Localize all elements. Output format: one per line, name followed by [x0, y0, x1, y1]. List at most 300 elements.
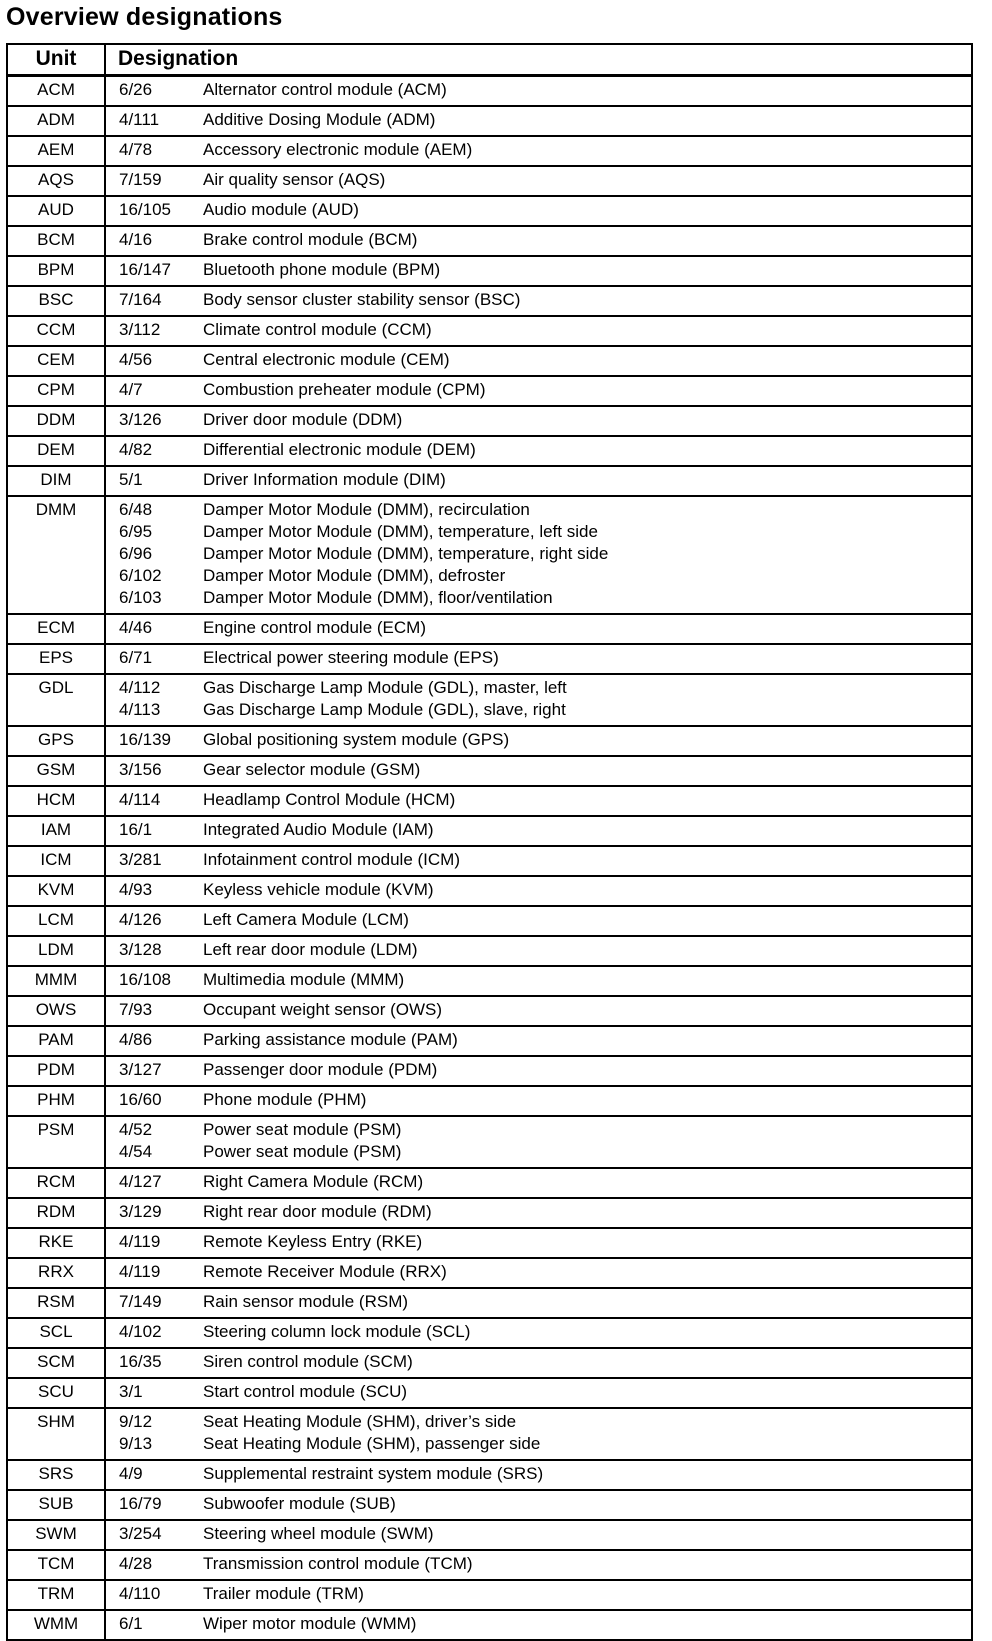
- module-description: Steering column lock module (SCL): [203, 1322, 471, 1341]
- designation-cell: [106, 789, 971, 811]
- designation-cell: [106, 1613, 971, 1635]
- designation-line: [106, 677, 971, 699]
- unit-cell: AUD: [8, 197, 106, 225]
- unit-cell: CEM: [8, 347, 106, 375]
- unit-cell: ACM: [8, 77, 106, 105]
- designation-line: [106, 1089, 971, 1111]
- location-code: 4/126: [119, 910, 162, 929]
- unit-cell: RCM: [8, 1169, 106, 1197]
- designation-line: [106, 1613, 971, 1635]
- module-description: Seat Heating Module (SHM), driver’s side: [203, 1412, 517, 1431]
- designation-cell: [106, 229, 971, 251]
- unit-cell: GPS: [8, 727, 106, 755]
- module-description: Left Camera Module (LCM): [203, 910, 409, 929]
- unit-cell: SCU: [8, 1379, 106, 1407]
- location-code: 4/110: [119, 1584, 161, 1603]
- designation-cell: [106, 879, 971, 901]
- module-description: Remote Receiver Module (RRX): [203, 1262, 447, 1281]
- designation-line: [106, 1119, 971, 1141]
- table-row: [8, 1461, 971, 1491]
- module-description: Subwoofer module (SUB): [203, 1494, 396, 1513]
- unit-cell: CCM: [8, 317, 106, 345]
- location-code: 7/149: [119, 1292, 162, 1311]
- designation-line: [106, 969, 971, 991]
- module-description: Differential electronic module (DEM): [203, 440, 476, 459]
- column-header-designation: Designation: [118, 47, 239, 70]
- table-row: [8, 1259, 971, 1289]
- location-code: 4/7: [119, 380, 143, 399]
- designation-line: [106, 439, 971, 461]
- designation-line: [106, 469, 971, 491]
- module-description: Gas Discharge Lamp Module (GDL), master, left: [203, 678, 567, 697]
- designation-cell: [106, 349, 971, 371]
- table-row: [8, 645, 971, 675]
- designation-cell: [106, 1029, 971, 1051]
- location-code: 4/127: [119, 1172, 162, 1191]
- module-description: Bluetooth phone module (BPM): [203, 260, 441, 279]
- designation-cell: [106, 729, 971, 751]
- location-code: 4/56: [119, 350, 153, 369]
- designation-line: [106, 1291, 971, 1313]
- designation-cell: [106, 759, 971, 781]
- designation-line: [106, 699, 971, 721]
- unit-cell: RSM: [8, 1289, 106, 1317]
- designation-line: [106, 1351, 971, 1373]
- location-code: 3/112: [119, 320, 161, 339]
- module-description: Engine control module (ECM): [203, 618, 426, 637]
- table-row: [8, 197, 971, 227]
- designation-line: [106, 909, 971, 931]
- module-description: Power seat module (PSM): [203, 1120, 402, 1139]
- module-description: Climate control module (CCM): [203, 320, 432, 339]
- location-code: 3/1: [119, 1382, 143, 1401]
- module-description: Damper Motor Module (DMM), defroster: [203, 566, 506, 585]
- table-row: [8, 1229, 971, 1259]
- designation-line: [106, 229, 971, 251]
- location-code: 7/159: [119, 170, 162, 189]
- module-description: Multimedia module (MMM): [203, 970, 405, 989]
- table-row: [8, 1199, 971, 1229]
- unit-cell: DIM: [8, 467, 106, 495]
- table-row: [8, 1027, 971, 1057]
- module-description: Brake control module (BCM): [203, 230, 418, 249]
- location-code: 3/281: [119, 850, 162, 869]
- unit-cell: GSM: [8, 757, 106, 785]
- designation-line: [106, 319, 971, 341]
- designation-line: [106, 1171, 971, 1193]
- table-row: [8, 257, 971, 287]
- unit-cell: SRS: [8, 1461, 106, 1489]
- designation-cell: [106, 999, 971, 1021]
- table-row: [8, 615, 971, 645]
- table-row: [8, 137, 971, 167]
- designation-cell: [106, 1291, 971, 1313]
- location-code: 16/60: [119, 1090, 162, 1109]
- location-code: 3/156: [119, 760, 162, 779]
- location-code: 9/12: [119, 1412, 153, 1431]
- designation-cell: [106, 647, 971, 669]
- location-code: 4/28: [119, 1554, 153, 1573]
- location-code: 16/79: [119, 1494, 162, 1513]
- module-description: Siren control module (SCM): [203, 1352, 413, 1371]
- designation-cell: [106, 169, 971, 191]
- designation-line: [106, 199, 971, 221]
- location-code: 4/111: [119, 110, 160, 129]
- module-description: Passenger door module (PDM): [203, 1060, 438, 1079]
- table-body: [8, 77, 971, 1639]
- module-description: Integrated Audio Module (IAM): [203, 820, 434, 839]
- location-code: 16/35: [119, 1352, 162, 1371]
- unit-cell: SWM: [8, 1521, 106, 1549]
- module-description: Damper Motor Module (DMM), floor/ventilation: [203, 588, 553, 607]
- designation-line: [106, 759, 971, 781]
- designation-line: [106, 1463, 971, 1485]
- designation-cell: [106, 1411, 971, 1455]
- location-code: 6/96: [119, 544, 153, 563]
- table-row: [8, 937, 971, 967]
- designation-line: [106, 647, 971, 669]
- unit-cell: BSC: [8, 287, 106, 315]
- designation-cell: [106, 617, 971, 639]
- location-code: 4/82: [119, 440, 153, 459]
- module-description: Air quality sensor (AQS): [203, 170, 386, 189]
- location-code: 3/254: [119, 1524, 162, 1543]
- designation-line: [106, 999, 971, 1021]
- location-code: 6/26: [119, 80, 153, 99]
- location-code: 4/9: [119, 1464, 143, 1483]
- module-description: Body sensor cluster stability sensor (BSC): [203, 290, 521, 309]
- unit-cell: PHM: [8, 1087, 106, 1115]
- module-description: Driver door module (DDM): [203, 410, 403, 429]
- table-row: [8, 877, 971, 907]
- location-code: 16/108: [119, 970, 171, 989]
- module-description: Combustion preheater module (CPM): [203, 380, 486, 399]
- designation-line: [106, 1261, 971, 1283]
- location-code: 4/113: [119, 700, 161, 719]
- module-description: Trailer module (TRM): [203, 1584, 364, 1603]
- module-description: Additive Dosing Module (ADM): [203, 110, 436, 129]
- table-row: [8, 407, 971, 437]
- designation-line: [106, 819, 971, 841]
- location-code: 4/119: [119, 1262, 161, 1281]
- unit-cell: TRM: [8, 1581, 106, 1609]
- module-description: Phone module (PHM): [203, 1090, 367, 1109]
- designation-cell: [106, 849, 971, 871]
- designation-line: [106, 879, 971, 901]
- location-code: 3/129: [119, 1202, 162, 1221]
- unit-cell: GDL: [8, 675, 106, 725]
- module-description: Alternator control module (ACM): [203, 80, 447, 99]
- designation-cell: [106, 259, 971, 281]
- location-code: 3/127: [119, 1060, 162, 1079]
- unit-cell: LDM: [8, 937, 106, 965]
- location-code: 16/105: [119, 200, 171, 219]
- designation-line: [106, 1553, 971, 1575]
- designation-line: [106, 1059, 971, 1081]
- location-code: 7/164: [119, 290, 162, 309]
- table-row: [8, 167, 971, 197]
- designation-line: [106, 1029, 971, 1051]
- unit-cell: SHM: [8, 1409, 106, 1459]
- location-code: 4/102: [119, 1322, 162, 1341]
- table-row: [8, 377, 971, 407]
- designations-table: [6, 43, 973, 1641]
- table-row: [8, 1491, 971, 1521]
- table-row: [8, 287, 971, 317]
- designation-line: [106, 379, 971, 401]
- module-description: Rain sensor module (RSM): [203, 1292, 409, 1311]
- designation-cell: [106, 939, 971, 961]
- unit-cell: ICM: [8, 847, 106, 875]
- location-code: 4/46: [119, 618, 153, 637]
- module-description: Damper Motor Module (DMM), recirculation: [203, 500, 530, 519]
- module-description: Occupant weight sensor (OWS): [203, 1000, 443, 1019]
- location-code: 6/102: [119, 566, 162, 585]
- designation-line: [106, 521, 971, 543]
- designation-line: [106, 849, 971, 871]
- unit-cell: BCM: [8, 227, 106, 255]
- module-description: Transmission control module (TCM): [203, 1554, 473, 1573]
- table-row: [8, 1521, 971, 1551]
- location-code: 4/93: [119, 880, 153, 899]
- module-description: Start control module (SCU): [203, 1382, 408, 1401]
- designation-line: [106, 729, 971, 751]
- designation-cell: [106, 499, 971, 609]
- designation-cell: [106, 379, 971, 401]
- location-code: 6/103: [119, 588, 162, 607]
- designation-line: [106, 565, 971, 587]
- module-description: Accessory electronic module (AEM): [203, 140, 473, 159]
- unit-cell: PAM: [8, 1027, 106, 1055]
- designation-cell: [106, 677, 971, 721]
- table-row: [8, 77, 971, 107]
- table-row: [8, 497, 971, 615]
- location-code: 3/126: [119, 410, 162, 429]
- unit-cell: MMM: [8, 967, 106, 995]
- designation-line: [106, 349, 971, 371]
- module-description: Remote Keyless Entry (RKE): [203, 1232, 423, 1251]
- table-row: [8, 817, 971, 847]
- module-description: Steering wheel module (SWM): [203, 1524, 434, 1543]
- location-code: 4/114: [119, 790, 161, 809]
- designation-cell: [106, 289, 971, 311]
- designation-line: [106, 499, 971, 521]
- designation-line: [106, 79, 971, 101]
- designation-line: [106, 939, 971, 961]
- unit-cell: BPM: [8, 257, 106, 285]
- table-row: [8, 1087, 971, 1117]
- unit-cell: ECM: [8, 615, 106, 643]
- location-code: 4/52: [119, 1120, 153, 1139]
- designation-line: [106, 789, 971, 811]
- unit-cell: ADM: [8, 107, 106, 135]
- module-description: Seat Heating Module (SHM), passenger side: [203, 1434, 541, 1453]
- unit-cell: RKE: [8, 1229, 106, 1257]
- table-row: [8, 1379, 971, 1409]
- unit-cell: RRX: [8, 1259, 106, 1287]
- location-code: 4/112: [119, 678, 161, 697]
- location-code: 6/48: [119, 500, 153, 519]
- page-title: Overview designations: [6, 3, 283, 31]
- designation-line: [106, 1381, 971, 1403]
- designation-line: [106, 289, 971, 311]
- designation-line: [106, 617, 971, 639]
- unit-cell: WMM: [8, 1611, 106, 1639]
- designation-cell: [106, 969, 971, 991]
- table-row: [8, 1611, 971, 1639]
- designation-cell: [106, 439, 971, 461]
- table-row: [8, 437, 971, 467]
- module-description: Driver Information module (DIM): [203, 470, 446, 489]
- module-description: Gear selector module (GSM): [203, 760, 421, 779]
- table-row: [8, 907, 971, 937]
- table-row: [8, 997, 971, 1027]
- module-description: Headlamp Control Module (HCM): [203, 790, 456, 809]
- table-row: [8, 1169, 971, 1199]
- table-row: [8, 1581, 971, 1611]
- designation-line: [106, 169, 971, 191]
- unit-cell: OWS: [8, 997, 106, 1025]
- unit-cell: TCM: [8, 1551, 106, 1579]
- table-row: [8, 227, 971, 257]
- table-row: [8, 847, 971, 877]
- table-row: [8, 347, 971, 377]
- location-code: 6/95: [119, 522, 153, 541]
- designation-cell: [106, 1119, 971, 1163]
- designation-cell: [106, 819, 971, 841]
- table-row: [8, 787, 971, 817]
- designation-cell: [106, 1553, 971, 1575]
- module-description: Electrical power steering module (EPS): [203, 648, 499, 667]
- designation-line: [106, 409, 971, 431]
- unit-cell: PSM: [8, 1117, 106, 1167]
- designation-line: [106, 1523, 971, 1545]
- module-description: Parking assistance module (PAM): [203, 1030, 458, 1049]
- location-code: 16/1: [119, 820, 153, 839]
- designation-cell: [106, 1059, 971, 1081]
- designation-line: [106, 1141, 971, 1163]
- unit-cell: DEM: [8, 437, 106, 465]
- module-description: Keyless vehicle module (KVM): [203, 880, 434, 899]
- module-description: Left rear door module (LDM): [203, 940, 418, 959]
- designation-line: [106, 543, 971, 565]
- unit-cell: DDM: [8, 407, 106, 435]
- unit-cell: AQS: [8, 167, 106, 195]
- designation-cell: [106, 1463, 971, 1485]
- unit-cell: AEM: [8, 137, 106, 165]
- unit-cell: EPS: [8, 645, 106, 673]
- unit-cell: PDM: [8, 1057, 106, 1085]
- designation-line: [106, 259, 971, 281]
- module-description: Central electronic module (CEM): [203, 350, 450, 369]
- table-row: [8, 1319, 971, 1349]
- designation-cell: [106, 1089, 971, 1111]
- module-description: Damper Motor Module (DMM), temperature, left side: [203, 522, 598, 541]
- location-code: 4/54: [119, 1142, 153, 1161]
- table-row: [8, 1117, 971, 1169]
- unit-cell: KVM: [8, 877, 106, 905]
- unit-cell: SCM: [8, 1349, 106, 1377]
- designation-line: [106, 1433, 971, 1455]
- designation-cell: [106, 79, 971, 101]
- table-row: [8, 757, 971, 787]
- designation-cell: [106, 1493, 971, 1515]
- location-code: 4/119: [119, 1232, 161, 1251]
- designation-cell: [106, 139, 971, 161]
- designation-cell: [106, 1381, 971, 1403]
- column-header-unit: Unit: [8, 45, 106, 74]
- designation-cell: [106, 1261, 971, 1283]
- designation-cell: [106, 1523, 971, 1545]
- location-code: 16/147: [119, 260, 171, 279]
- table-row: [8, 967, 971, 997]
- table-row: [8, 317, 971, 347]
- designation-cell: [106, 409, 971, 431]
- unit-cell: SUB: [8, 1491, 106, 1519]
- module-description: Wiper motor module (WMM): [203, 1614, 417, 1633]
- module-description: Infotainment control module (ICM): [203, 850, 460, 869]
- designation-cell: [106, 319, 971, 341]
- unit-cell: IAM: [8, 817, 106, 845]
- unit-cell: HCM: [8, 787, 106, 815]
- designation-line: [106, 1201, 971, 1223]
- table-row: [8, 1409, 971, 1461]
- location-code: 7/93: [119, 1000, 153, 1019]
- table-row: [8, 727, 971, 757]
- table-row: [8, 1349, 971, 1379]
- location-code: 9/13: [119, 1434, 153, 1453]
- location-code: 6/1: [119, 1614, 143, 1633]
- designation-line: [106, 587, 971, 609]
- location-code: 4/16: [119, 230, 153, 249]
- designation-line: [106, 1583, 971, 1605]
- module-description: Power seat module (PSM): [203, 1142, 402, 1161]
- location-code: 16/139: [119, 730, 171, 749]
- table-row: [8, 1289, 971, 1319]
- designation-cell: [106, 1201, 971, 1223]
- designation-cell: [106, 1351, 971, 1373]
- table-row: [8, 107, 971, 137]
- module-description: Audio module (AUD): [203, 200, 359, 219]
- designation-line: [106, 1411, 971, 1433]
- designation-cell: [106, 909, 971, 931]
- designation-line: [106, 139, 971, 161]
- unit-cell: RDM: [8, 1199, 106, 1227]
- unit-cell: LCM: [8, 907, 106, 935]
- designation-cell: [106, 109, 971, 131]
- designation-cell: [106, 1231, 971, 1253]
- designation-line: [106, 1321, 971, 1343]
- module-description: Damper Motor Module (DMM), temperature, right side: [203, 544, 609, 563]
- designation-cell: [106, 1321, 971, 1343]
- designation-cell: [106, 1583, 971, 1605]
- designation-line: [106, 1231, 971, 1253]
- designation-line: [106, 109, 971, 131]
- location-code: 3/128: [119, 940, 162, 959]
- table-row: [8, 1551, 971, 1581]
- module-description: Right rear door module (RDM): [203, 1202, 432, 1221]
- module-description: Supplemental restraint system module (SRS): [203, 1464, 544, 1483]
- table-row: [8, 675, 971, 727]
- location-code: 6/71: [119, 648, 153, 667]
- table-row: [8, 467, 971, 497]
- table-header: [8, 45, 971, 77]
- designation-cell: [106, 469, 971, 491]
- table-row: [8, 1057, 971, 1087]
- location-code: 5/1: [119, 470, 143, 489]
- designation-cell: [106, 199, 971, 221]
- module-description: Right Camera Module (RCM): [203, 1172, 424, 1191]
